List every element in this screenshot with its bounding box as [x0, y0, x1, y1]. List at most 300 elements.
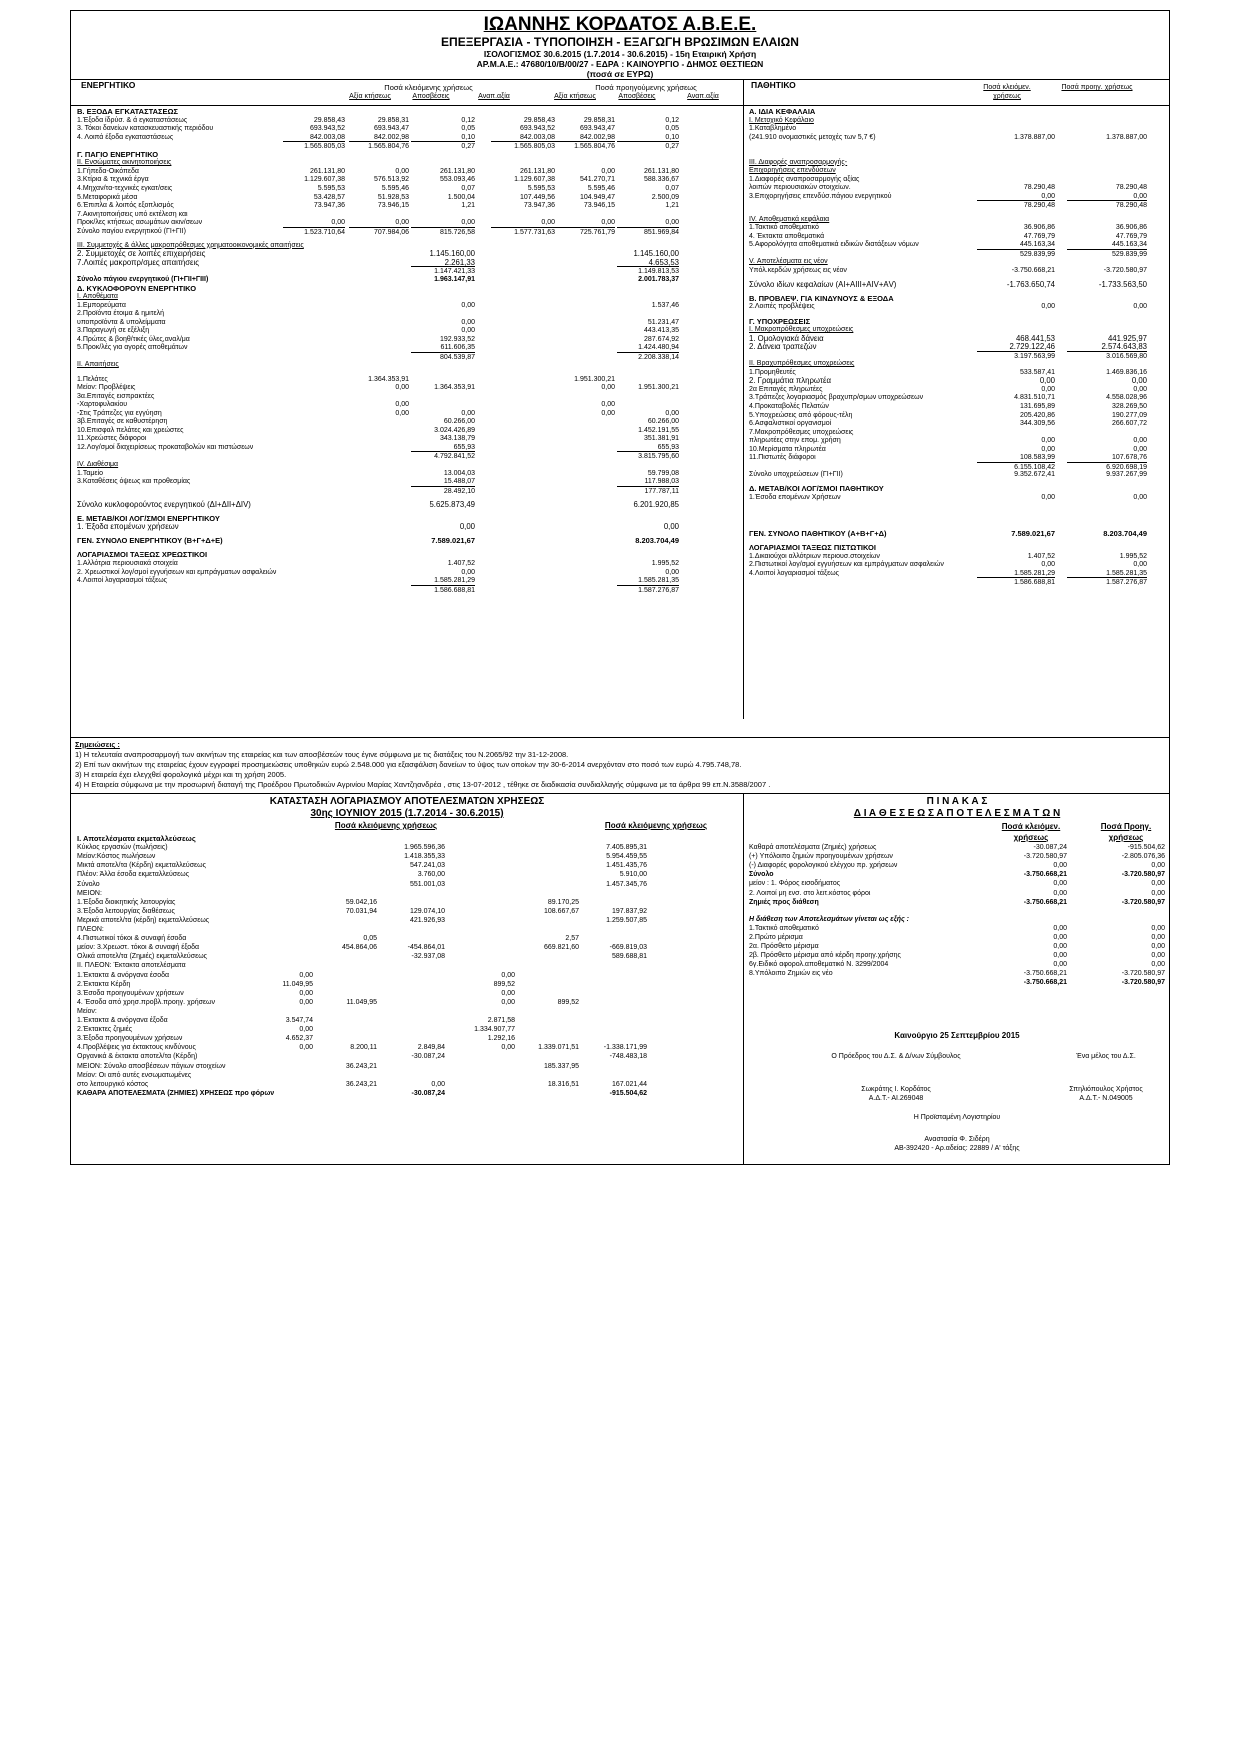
asset-row-value: 0,00: [461, 327, 475, 335]
distribution-row-value: 0,00: [1053, 924, 1067, 932]
results-row-value: 1.451.435,76: [606, 862, 647, 870]
results-row-value: 5.910,00: [619, 871, 647, 879]
liability-row-value: 0,00: [1039, 376, 1055, 386]
asset-row: [77, 227, 741, 236]
liability-row-value: 36.906,86: [1023, 224, 1055, 232]
liability-row-value: 131.695,89: [1019, 403, 1055, 410]
results-row-value: 197.837,92: [611, 907, 647, 915]
asset-row-value: 0,00: [461, 301, 475, 309]
asset-row-value: 1,21: [461, 202, 475, 210]
board-member-role: Ένα μέλος του Δ.Σ.: [1076, 1053, 1136, 1060]
results-row-value: 1.334.907,77: [474, 1026, 515, 1034]
results-row-value: 669.821,60: [543, 944, 579, 952]
accountant-license: ΑΒ-392420 - Αρ.αδείας: 22889 / Α' τάξης: [894, 1145, 1020, 1152]
center-divider: [743, 79, 744, 719]
liability-row-value: 1.995,52: [1119, 552, 1147, 560]
results-row: [77, 898, 741, 907]
liability-row-label: 2. Γραμμάτια πληρωτέα: [749, 376, 831, 386]
results-row-value: -30.087,24: [411, 1053, 445, 1061]
asset-row-value: 1.565.804,76: [349, 141, 409, 151]
distribution-row-value: -3.720.580,97: [1121, 979, 1165, 987]
asset-row-label: Σύνολο κυκλοφορούντος ενεργητικού (ΔΙ+ΔΙΙ+ΔΙV): [77, 499, 251, 509]
place-date: Καινούργιο 25 Σεπτεμβρίου 2015: [894, 1031, 1020, 1040]
asset-row-label: 3.Κτίρια & τεχνικά έργα: [77, 176, 149, 184]
liability-row-label: 5.Αφορολόγητα αποθεματικά ειδικών διατάξεων νόμων: [749, 241, 919, 249]
distribution-row-value: -3.720.580,97: [1121, 898, 1165, 906]
results-row-value: 59.042,16: [345, 898, 377, 906]
results-row-label: ΚΑΘΑΡΑ ΑΠΟΤΕΛΕΣΜΑΤΑ (ΖΗΜΙΕΣ) ΧΡΗΣΕΩΣ προ φόρων: [77, 1089, 275, 1097]
liability-row: [749, 529, 1169, 538]
president-name: Σωκράτης Ι. Κορδάτος: [861, 1086, 931, 1093]
asset-row-value: 1.129.607,38: [304, 176, 345, 184]
asset-row-value: 1.565.805,03: [491, 141, 555, 151]
asset-row-label: 1.Αλλότρια περιουσιακά στοιχεία: [77, 559, 178, 567]
results-row-label: Μερικά αποτελ/τα (κέρδη) εκμεταλλεύσεως: [77, 916, 210, 924]
results-row-value: 129.074,10: [409, 907, 445, 915]
liability-row-value: 0,00: [1041, 303, 1055, 311]
asset-row-value: 0,00: [665, 219, 679, 227]
asset-row-value: 1.585.281,29: [434, 577, 475, 585]
asset-row-label: III. Συμμετοχές & άλλες μακροπρόθεσμες χρηματοοικονομικές απαιτήσεις: [77, 241, 304, 249]
liability-row-value: 1.585.281,35: [1106, 569, 1147, 577]
liability-row: [749, 302, 1169, 311]
distribution-subtitle: Δ Ι Α Θ Ε Σ Ε Ω Σ Α Π Ο Τ Ε Λ Ε Σ Μ Α Τ Ω Ν: [853, 808, 1061, 819]
asset-row-label: 1.Έξοδα ίδρύσ. & ά εγκαταστάσεως: [77, 116, 188, 124]
liability-row-value: 4.558.028,96: [1106, 394, 1147, 402]
liability-row-value: 1.407,52: [1027, 552, 1055, 560]
asset-row-value: 28.492,10: [411, 486, 475, 496]
asset-row-value: 0,10: [665, 133, 679, 141]
asset-row-value: 1.951.300,21: [574, 375, 615, 383]
asset-row-value: 15.488,07: [443, 478, 475, 486]
asset-row-value: 0,00: [395, 409, 409, 417]
asset-row-label: 10.Επισφαλ πελάτες και χρεώστες: [77, 426, 184, 434]
results-row-value: 3.547,74: [285, 1017, 313, 1024]
asset-row-label: 3.Παραγωγή σε εξέλιξη: [77, 327, 150, 335]
asset-row-value: 2.500,09: [651, 193, 679, 201]
results-row-value: 36.243,21: [345, 1062, 377, 1070]
asset-row-value: 53.428,57: [313, 193, 345, 201]
liability-row-value: 1.585.281,29: [1014, 569, 1055, 577]
asset-row: [77, 585, 741, 594]
asset-row-value: 60.266,00: [443, 418, 475, 426]
results-row: [77, 861, 741, 870]
header-divider: [71, 105, 1169, 106]
company-name: ΙΩΑΝΝΗΣ ΚΟΡΔΑΤΟΣ Α.Β.Ε.Ε.: [483, 14, 757, 35]
asset-row-value: 1.995,52: [651, 559, 679, 567]
liability-row-label: Επιχορηγήσεις επενδύσεων: [749, 167, 836, 175]
results-row: [77, 998, 741, 1007]
liability-row-value: 441.925,97: [1107, 333, 1147, 343]
liability-row-value: 47.769,79: [1115, 232, 1147, 240]
asset-row-value: 443.413,35: [643, 327, 679, 335]
results-row: [77, 971, 741, 980]
assets-subheader: Αναπ.αξία: [478, 93, 510, 100]
results-row-label: Μείον: Οι από αυτές ενσωματωμένες: [77, 1071, 192, 1079]
liability-row-value: 0,00: [1133, 303, 1147, 311]
results-row-value: -454.864,01: [407, 944, 445, 952]
liability-row-label: 5.Υποχρεώσεις από φόρους-τέλη: [749, 411, 853, 419]
distribution-row-value: 0,00: [1053, 862, 1067, 870]
asset-row-value: 0,00: [395, 384, 409, 392]
liability-row-value: -3.720.580,97: [1103, 266, 1147, 274]
results-row-label: μείον: 3.Χρεωστ. τόκοι & συναφή έξοδα: [77, 944, 200, 952]
asset-row-value: 343.138,79: [439, 435, 475, 443]
liability-row-value: 2.729.122,46: [1009, 342, 1055, 352]
liability-row-label: Α. ΙΔΙΑ ΚΕΦΑΛΑΙΑ: [749, 107, 816, 116]
results-row-value: 0,00: [431, 1080, 445, 1088]
results-row-label: 4.Πιστωτικοί τόκοι & συναφή έσοδα: [77, 935, 187, 943]
asset-row: [77, 500, 741, 509]
asset-row-value: 60.266,00: [647, 418, 679, 426]
asset-row-value: 0,00: [461, 318, 475, 326]
asset-row-value: 261.131,80: [439, 167, 475, 175]
asset-row-value: 0,00: [601, 219, 615, 227]
distribution-row: [749, 898, 1169, 907]
results-row-label: ΠΛΕΟΝ:: [77, 926, 104, 933]
liability-row-label: Υπόλ.κερδών χρήσεως εις νέον: [749, 266, 847, 274]
distribution-row-value: 0,00: [1151, 924, 1165, 932]
asset-row-label: II. Ενσώματες ακινητοποιήσεις: [77, 159, 172, 167]
liabilities-head-previous: Ποσά προηγ. χρήσεως: [1061, 84, 1133, 91]
distribution-row-value: -3.750.668,21: [1023, 979, 1067, 987]
liability-row-label: 2. Δάνεια τραπεζών: [749, 342, 817, 352]
asset-row-value: 693.943,52: [309, 125, 345, 133]
liability-row-value: 78.290,48: [1067, 200, 1147, 210]
results-row-value: 8.200,11: [350, 1044, 377, 1052]
results-row: [77, 961, 741, 970]
asset-row-value: 1.145.160,00: [633, 249, 679, 259]
liability-row-label: 3.Επιχορηγήσεις επενδύσ.πάγιου ενεργητικού: [749, 192, 892, 200]
results-row-label: 1.Έκτακτα & ανόργανα έξοδα: [77, 1017, 168, 1024]
distribution-row-value: -30.087,24: [1033, 844, 1067, 851]
liability-row-label: Σύνολο ιδίων κεφαλαίων (ΑΙ+ΑΙΙΙ+ΑΙV+ΑV): [749, 279, 897, 289]
liability-row-value: 445.163,34: [1019, 241, 1055, 249]
distribution-row: [749, 969, 1169, 978]
asset-row-value: 104.949,47: [579, 193, 615, 201]
asset-row-label: Σύνολο παγίου ενεργητικού (ΓΙ+ΓΙΙ): [77, 227, 186, 235]
results-row-value: 36.243,21: [345, 1080, 377, 1088]
distribution-row-label: Σύνολο: [749, 871, 774, 879]
liability-row: [749, 266, 1169, 275]
liability-row-value: 1.587.276,87: [1067, 577, 1147, 587]
asset-row-label: Β. ΕΞΟΔΑ ΕΓΚΑΤΑΣΤΑΣΕΩΣ: [77, 107, 179, 116]
assets-title: ΕΝΕΡΓΗΤΙΚΟ: [81, 80, 136, 90]
asset-row-value: 1.424.480,94: [638, 344, 679, 352]
balance-sheet-title: ΙΣΟΛΟΓΙΣΜΟΣ 30.6.2015 (1.7.2014 - 30.6.2015) - 15η Εταιρική Χρήση: [483, 49, 757, 59]
liability-row-label: 4. Έκτακτα αποθεματικά: [749, 232, 825, 240]
asset-row-value: 0,00: [601, 401, 615, 409]
asset-row-value: 59.799,08: [647, 469, 679, 477]
liability-row-label: Ι. Μακροπρόθεσμες υποχρεώσεις: [749, 326, 854, 334]
liability-row-value: 0,00: [1041, 494, 1055, 501]
results-row-label: 1.Έξοδα διοικητικής λειτουργίας: [77, 898, 176, 906]
asset-row-value: 576.513,92: [373, 176, 409, 184]
results-row: [77, 907, 741, 916]
results-row-value: 0,00: [299, 1026, 313, 1034]
asset-row-value: 5.595,46: [381, 184, 409, 192]
results-row-value: 0,00: [501, 989, 515, 997]
distribution-row-value: -3.720.580,97: [1023, 853, 1067, 861]
results-row: [77, 1016, 741, 1025]
asset-row-value: 3.024.426,89: [434, 426, 475, 434]
results-row-value: 547.241,03: [409, 862, 445, 870]
asset-row-label: IV. Διαθέσιμα: [77, 461, 119, 468]
asset-row-value: 0,00: [665, 409, 679, 417]
results-head-current: Ποσά κλειόμενης χρήσεως: [334, 821, 438, 830]
results-row-value: 0,00: [299, 998, 313, 1006]
asset-row-value: 842.002,98: [579, 133, 615, 141]
results-row-label: Κύκλος εργασιών (πωλήσεις): [77, 844, 168, 852]
liability-row: [749, 280, 1169, 289]
results-row: [77, 1052, 741, 1061]
asset-row-value: 7.589.021,67: [431, 536, 475, 546]
results-row-value: -32.937,08: [411, 953, 445, 961]
asset-row-value: 851.969,84: [617, 227, 679, 237]
asset-row-value: 1.585.281,35: [638, 577, 679, 585]
results-row-value: 1.965.596,36: [404, 844, 445, 852]
liability-row-label: 1.Καταβλημένο: [749, 125, 797, 133]
results-row-value: 4.652,37: [285, 1035, 313, 1043]
distribution-row-value: -2.805.076,36: [1121, 853, 1165, 861]
results-row: [77, 834, 741, 843]
liability-row-value: 78.290,48: [977, 200, 1055, 210]
liability-row-label: 1.Προμηθευτές: [749, 368, 796, 376]
asset-row-value: 1.149.813,53: [617, 266, 679, 276]
distribution-row-label: μείον : 1. Φόρος εισοδήματος: [749, 880, 841, 888]
note-item: 3) Η εταιρεία έχει ελεγχθεί φορολογικά μέχρι και τη χρήση 2005.: [75, 770, 287, 779]
results-row-value: 2.871,58: [487, 1017, 515, 1024]
asset-row-value: 0,12: [665, 116, 679, 124]
asset-row-value: 0,00: [601, 384, 615, 392]
asset-row-value: 73.947,36: [313, 202, 345, 210]
asset-row: [77, 486, 741, 495]
asset-row-label: 1.Εμπορεύματα: [77, 301, 126, 309]
results-row-value: 0,05: [363, 935, 377, 943]
asset-row-value: 1.407,52: [447, 559, 475, 567]
liability-row-value: 9.352.672,41: [1014, 471, 1055, 479]
asset-row-value: 693.943,47: [579, 125, 615, 133]
asset-row-value: 693.943,47: [373, 125, 409, 133]
assets-subheader: Αποσβέσεις: [412, 93, 450, 100]
results-row: [77, 952, 741, 961]
results-row-value: 1.292,16: [487, 1035, 515, 1043]
results-row-value: 0,00: [299, 971, 313, 979]
asset-row-value: 0,00: [395, 219, 409, 227]
distribution-row: [749, 879, 1169, 888]
asset-row-value: 1.145.160,00: [429, 249, 475, 259]
asset-row-value: 553.093,46: [439, 176, 475, 184]
results-row-value: 454.864,06: [341, 944, 377, 952]
asset-row-value: 4.792.841,52: [411, 451, 475, 461]
results-row: [77, 925, 741, 934]
results-row-label: Πλέον: Άλλα έσοδα εκμεταλλεύσεως: [77, 871, 190, 879]
asset-row-value: 0,05: [665, 125, 679, 133]
liability-row-label: Γ. ΥΠΟΧΡΕΩΣΕΙΣ: [749, 316, 811, 326]
asset-row-value: 1.565.805,03: [283, 141, 345, 151]
asset-row-value: 192.933,52: [439, 335, 475, 343]
distribution-row-value: 0,00: [1053, 961, 1067, 969]
asset-row-value: 351.381,91: [643, 435, 679, 443]
asset-row-value: 0,07: [665, 184, 679, 192]
note-item: 1) Η τελευταία αναπροσαρμογή των ακινήτων της εταιρείας και των αποσβέσεών τους έγινε σύμφωνα με τις διατάξεις του Ν.2065/92 την 31-12-2008.: [75, 750, 569, 759]
results-row-label: II. ΠΛΕΟΝ: Έκτακτα αποτελέσματα: [77, 962, 186, 970]
distribution-row-value: 0,00: [1151, 961, 1165, 969]
results-row-value: -1.338.171,99: [603, 1044, 647, 1052]
results-row: [77, 1071, 741, 1080]
results-row-value: 551.001,03: [409, 880, 445, 888]
asset-row-value: 1.500,04: [447, 193, 475, 201]
distribution-row: [749, 861, 1169, 870]
distribution-row: [749, 924, 1169, 933]
results-row: [77, 1034, 741, 1043]
liability-row-value: 445.163,34: [1111, 241, 1147, 249]
asset-row-value: 0,00: [331, 219, 345, 227]
liability-row-value: 344.309,56: [1019, 420, 1055, 428]
results-row-value: 167.021,44: [611, 1080, 647, 1088]
liability-row-value: 47.769,79: [1023, 232, 1055, 240]
asset-row-label: 12.Λογ/σμοί διαχειρίσεως προκαταβολών και πιστώσεων: [77, 443, 254, 451]
liabilities-head-current: Ποσά κλειόμεν. χρήσεως: [983, 84, 1031, 100]
distribution-row: [749, 915, 1169, 924]
asset-row-value: 1.452.191,55: [638, 426, 679, 434]
distribution-row: [749, 889, 1169, 898]
liability-row-value: 1.378.887,00: [1014, 133, 1055, 141]
results-period: 30ης ΙΟΥΝΙΟΥ 2015 (1.7.2014 - 30.6.2015): [310, 808, 504, 819]
asset-row-label: 7.Ακινητοποιήσεις υπό εκτέλεση και: [77, 210, 188, 218]
liability-row-value: 1.378.887,00: [1106, 133, 1147, 141]
liability-row-value: 107.678,76: [1111, 454, 1147, 462]
results-row-label: 4.Προβλέψεις για έκτακτους κινδύνους: [77, 1044, 196, 1052]
assets-head-current: Ποσά κλειόμενης χρήσεως: [384, 83, 473, 92]
note-item: 2) Επί των ακινήτων της εταιρείας έχουν εγγραφεί προσημειώσεις υποθηκών ευρώ 2.548.000 για εξασφάλιση δανείων το ύψος των οποίων την 30-6-2014 ανερχόνταν στο ποσό των ευρώ 4.795.748,78.: [75, 760, 742, 769]
distribution-row: [749, 978, 1169, 987]
results-row-label: 3.Έξοδα λειτουργίας διαθέσεως: [77, 907, 175, 915]
asset-row-value: 588.336,67: [643, 176, 679, 184]
asset-row-label: 2. Συμμετοχές σε λοιπές επιχειρήσεις: [77, 249, 206, 259]
results-row-value: 421.926,93: [409, 916, 445, 924]
asset-row-label: 4.Μηχαν/τα-τεχνικές εγκατ/σεις: [77, 184, 173, 192]
distribution-row-value: 0,00: [1151, 952, 1165, 960]
asset-row-label: I. Αποθέματα: [77, 293, 118, 301]
results-head-previous: Ποσά κλειόμενης χρήσεως: [604, 821, 708, 830]
results-row-value: -669.819,03: [609, 944, 647, 952]
results-row-value: 0,00: [501, 998, 515, 1006]
distribution-row-label: 2β. Πρόσθετο μέρισμα από κέρδη προηγ.χρήσης: [749, 952, 901, 960]
results-title: ΚΑΤΑΣΤΑΣΗ ΛΟΓΑΡΙΑΣΜΟΥ ΑΠΟΤΕΛΕΣΜΑΤΩΝ ΧΡΗΣΕΩΣ: [269, 796, 545, 807]
asset-row-label: 2. Χρεωστικοί λογ/σμοί εγγυήσεων και εμπράγματων ασφαλειών: [77, 568, 277, 576]
distribution-row-value: -915.504,62: [1127, 844, 1165, 851]
results-row: [77, 870, 741, 879]
distribution-row-label: 8.Υπόλοιπο Ζημιών εις νέο: [749, 970, 833, 978]
results-row-value: 899,52: [493, 980, 515, 988]
asset-row-value: 1.577.731,63: [491, 227, 555, 237]
asset-row-value: 73.946,15: [583, 202, 615, 210]
asset-row-value: 29.858,31: [377, 116, 409, 124]
asset-row-value: 73.947,36: [523, 202, 555, 210]
results-row-label: Μείον:Κόστος πωλήσεων: [77, 853, 156, 861]
asset-row-value: 804.539,87: [411, 352, 475, 362]
assets-subheader: Αξία κτήσεως: [554, 93, 596, 100]
asset-row-value: 51.231,47: [647, 318, 679, 326]
distribution-row-value: 0,00: [1053, 889, 1067, 897]
liability-row: [749, 133, 1169, 142]
asset-row: [77, 360, 741, 369]
liability-row-label: πληρωτέες στην επομ. χρήση: [749, 437, 841, 445]
results-row-value: 185.337,95: [543, 1062, 579, 1070]
liability-row-label: V. Αποτελέσματα εις νέον: [749, 258, 828, 266]
distribution-title: Π Ι Ν Α Κ Α Σ: [926, 796, 988, 807]
liabilities-title: ΠΑΘΗΤΙΚΟ: [751, 80, 796, 90]
distribution-row-value: 0,00: [1151, 880, 1165, 888]
asset-row-label: 5.Προκ/λές για αγορές αποθεμάτων: [77, 344, 188, 352]
distribution-row-value: -3.750.668,21: [1023, 970, 1067, 978]
asset-row-label: υποπροϊόντα & υπολείμματα: [77, 318, 166, 326]
asset-row-value: 29.858,43: [313, 116, 345, 124]
asset-row-value: 0,00: [665, 568, 679, 576]
liability-row-label: ΓΕΝ. ΣΥΝΟΛΟ ΠΑΘΗΤΙΚΟΥ (Α+Β+Γ+Δ): [749, 529, 887, 539]
asset-row-value: 1.587.276,87: [617, 585, 679, 595]
liability-row-label: 7.Μακροπρόθεσμες υποχρεώσεις: [749, 428, 854, 436]
asset-row-value: 1.565.804,76: [555, 141, 615, 151]
results-row-value: 3.760,00: [417, 871, 445, 879]
distribution-row: [749, 852, 1169, 861]
asset-row-value: 4.653,53: [648, 257, 679, 267]
distribution-row-value: 0,00: [1151, 889, 1165, 897]
liability-row-label: 4.Λοιποί λογαριασμοί τάξεως: [749, 569, 840, 577]
liability-row-value: 8.203.704,49: [1103, 529, 1147, 539]
distribution-row: [749, 960, 1169, 969]
results-row-value: -748.483,18: [609, 1053, 647, 1061]
asset-row-value: 0,00: [459, 522, 475, 532]
results-row: [77, 916, 741, 925]
results-row: [77, 852, 741, 861]
asset-row-value: 29.858,43: [523, 116, 555, 124]
results-row-value: -915.504,62: [609, 1089, 647, 1097]
asset-row-label: 4.Λοιποί λογαριασμοί τάξεως: [77, 577, 168, 585]
liability-row-value: 1.586.688,81: [977, 577, 1055, 587]
results-row: [77, 1025, 741, 1034]
liability-row-value: 6.920.698,19: [1067, 462, 1147, 472]
board-member-name: Σπηλιόπουλος Χρήστος: [1069, 1086, 1143, 1093]
results-row: [77, 1007, 741, 1016]
liability-row-value: 0,00: [1041, 561, 1055, 569]
liability-row-value: 328.269,50: [1111, 403, 1147, 410]
lower-divider: [71, 793, 1169, 794]
asset-row-value: 261.131,80: [309, 167, 345, 175]
results-row-label: 2.Έκτακτα Κέρδη: [77, 980, 131, 988]
results-row: [77, 880, 741, 889]
asset-row-value: 1.147.421,33: [411, 266, 475, 276]
liability-row-value: 0,00: [1131, 376, 1147, 386]
results-row-value: 18.316,51: [547, 1080, 579, 1088]
asset-row-value: 6.201.920,85: [633, 499, 679, 509]
lower-center-divider: [743, 793, 744, 1165]
registry-line: ΑΡ.Μ.Α.Ε.: 47680/10/Β/00/27 - ΕΔΡΑ : ΚΑΙΝΟΥΡΓΙΟ - ΔΗΜΟΣ ΘΕΣΤΙΕΩΝ: [476, 59, 764, 69]
asset-row-value: 0,05: [461, 125, 475, 133]
note-item: 4) Η Εταιρεία σύμφωνα με την προσωρινή διαταγή της Προέδρου Πρωτοδικών Αγρινίου Μαρίας Χαντζηανδρέα , στις 13-07-2012 , τέθηκε σε διαδικασία συνδιαλλαγής σύμφωνα με τα άρθρα 99 επ.Ν.3588/2007 .: [75, 780, 771, 789]
asset-row-label: 4.Πρώτες & βοηθ/τικές ύλες,αναλ/μα: [77, 335, 190, 343]
distribution-row-value: 0,00: [1053, 943, 1067, 950]
liability-row-value: -1.763.650,74: [1006, 279, 1055, 289]
asset-row-value: 842.002,98: [373, 133, 409, 141]
liability-row-value: 205.420,86: [1019, 411, 1055, 419]
asset-row-label: 1.Πελάτες: [77, 375, 108, 383]
liability-row-label: 6.Ασφαλιστικοί οργανισμοί: [749, 420, 832, 428]
distribution-row-label: Ζημιές προς διάθεση: [749, 898, 819, 906]
asset-row-value: 693.943,52: [519, 125, 555, 133]
results-row-label: Μείον:: [77, 1007, 97, 1015]
